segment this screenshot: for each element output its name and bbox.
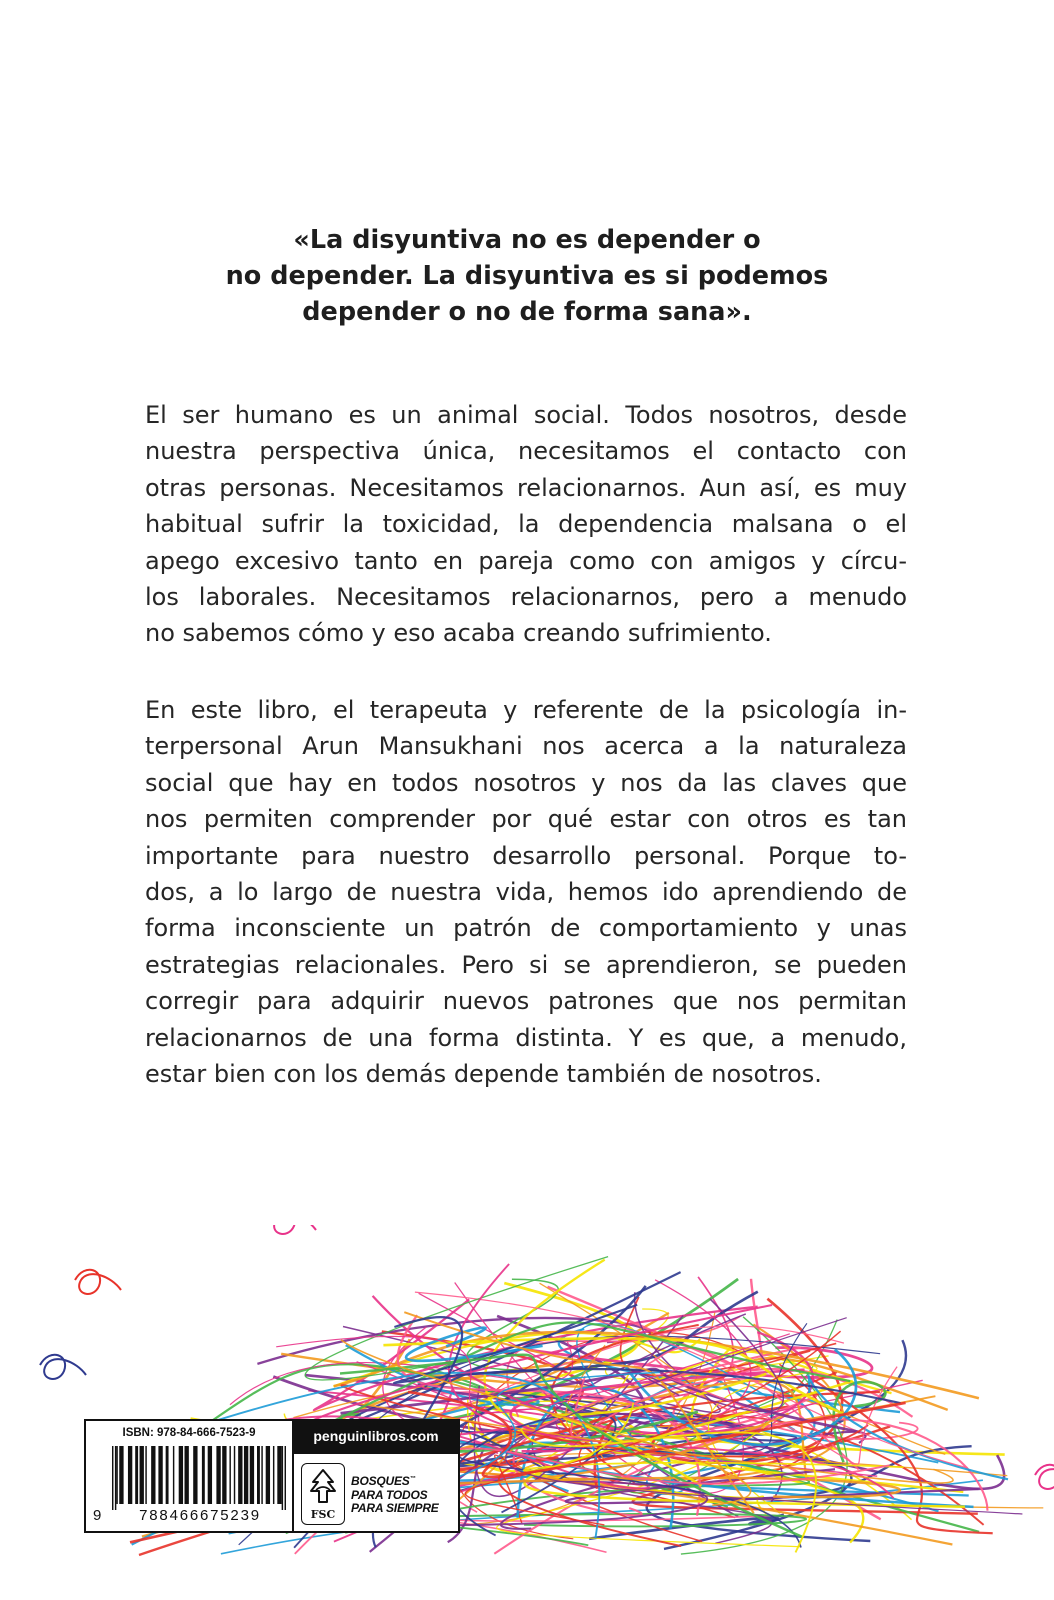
barcode-bar: [250, 1446, 254, 1504]
colorful-scribble-illustration: [0, 1225, 1054, 1600]
barcode-bar: [273, 1446, 274, 1504]
text-line: apego excesivo tanto en pareja como con amigos y círcu-: [145, 546, 907, 575]
isbn-label: ISBN: 978-84-666-7523-9: [122, 1427, 256, 1439]
barcode-digits: 788466675239: [139, 1507, 261, 1524]
forest-line: PARA SIEMPRE: [351, 1501, 439, 1515]
barcode-bar: [115, 1446, 116, 1510]
barcode-bar: [229, 1446, 230, 1504]
barcode-bar: [145, 1446, 146, 1504]
forest-slogan: [351, 1473, 439, 1516]
barcode-bar: [261, 1446, 262, 1504]
barcode-bar: [244, 1446, 248, 1504]
barcode-bar: [166, 1446, 169, 1504]
barcode-bar: [193, 1446, 197, 1504]
barcode-bar: [179, 1446, 183, 1504]
barcode-bar: [208, 1446, 212, 1504]
quote-line: «La disyuntiva no es depender o: [293, 225, 761, 255]
barcode-bar: [282, 1446, 283, 1510]
fsc-logo: [301, 1463, 345, 1525]
back-cover-quote: [150, 222, 904, 330]
fsc-tree-icon: [307, 1468, 339, 1504]
barcode-bar: [116, 1446, 117, 1504]
barcode-bar: [119, 1446, 123, 1504]
forest-line: BOSQUES™: [351, 1474, 416, 1488]
text-line: estrategias relacionales. Pero si se aprendieron, se pueden: [145, 950, 907, 979]
scribble-loop: [270, 1225, 316, 1234]
text-line: nos permiten comprender por qué estar con otros es tan: [145, 805, 907, 834]
text-line: corregir para adquirir nuevos patrones que nos permitan: [145, 987, 907, 1016]
publisher-website: penguinlibros.com: [294, 1421, 458, 1454]
barcode-bar: [285, 1446, 286, 1510]
barcode-bar: [234, 1446, 235, 1504]
text-line: relacionarnos de una forma distinta. Y es que, a menudo,: [145, 1023, 907, 1052]
scribble-loop: [75, 1270, 121, 1294]
barcode-area: [86, 1421, 294, 1531]
text-line: terpersonal Arun Mansukhani nos acerca a la naturaleza: [145, 732, 907, 761]
text-line: dos, a lo largo de nuestra vida, hemos ido aprendiendo de: [145, 878, 907, 907]
barcode-bar: [151, 1446, 155, 1504]
synopsis-paragraph-1: [145, 397, 907, 652]
barcode-first-digit: 9: [93, 1507, 102, 1524]
text-line: En este libro, el terapeuta y referente de la psicología in-: [145, 696, 907, 724]
barcode-bar: [140, 1446, 144, 1504]
text-line: otras personas. Necesitamos relacionarnos. Aun así, es muy: [145, 473, 907, 502]
barcode-panel: [84, 1419, 460, 1533]
barcode-bar: [112, 1446, 113, 1510]
barcode-bar: [135, 1446, 138, 1504]
quote-line: depender o no de forma sana».: [302, 297, 752, 327]
text-line: habitual sufrir la toxicidad, la dependencia malsana o el: [145, 510, 907, 539]
quote-line: no depender. La disyuntiva es si podemos: [225, 261, 829, 291]
barcode-bar: [173, 1446, 174, 1504]
publisher-area: [294, 1421, 458, 1531]
text-line: social que hay en todos nosotros y nos da las claves que: [145, 768, 907, 797]
barcode-bar: [158, 1446, 162, 1504]
text-line: nuestra perspectiva única, necesitamos el contacto con: [145, 437, 907, 466]
barcode-icon: [112, 1446, 288, 1510]
barcode-bar: [277, 1446, 281, 1504]
barcode-bar: [185, 1446, 189, 1504]
fsc-label: FSC: [310, 1508, 336, 1521]
barcode-bar: [128, 1446, 132, 1504]
text-line: los laborales. Necesitamos relacionarnos, pero a menudo: [145, 583, 907, 612]
scribble-loop: [1035, 1465, 1054, 1489]
barcode-bar: [216, 1446, 220, 1504]
barcode-bar: [202, 1446, 205, 1504]
text-line: no sabemos cómo y eso acaba creando sufrimiento.: [145, 619, 772, 648]
barcode-bar: [257, 1446, 260, 1504]
barcode-bar: [266, 1446, 270, 1504]
barcode-bar: [222, 1446, 226, 1504]
barcode-bar: [238, 1446, 242, 1504]
text-line: importante para nuestro desarrollo personal. Porque to-: [145, 841, 907, 870]
text-line: El ser humano es un animal social. Todos nosotros, desde: [145, 401, 907, 429]
scribble-loop: [40, 1355, 86, 1379]
text-line: forma inconsciente un patrón de comportamiento y unas: [145, 914, 907, 943]
forest-line: PARA TODOS: [351, 1487, 428, 1502]
text-line: estar bien con los demás depende también de nosotros.: [145, 1060, 822, 1089]
synopsis-paragraph-2: [145, 692, 907, 1092]
